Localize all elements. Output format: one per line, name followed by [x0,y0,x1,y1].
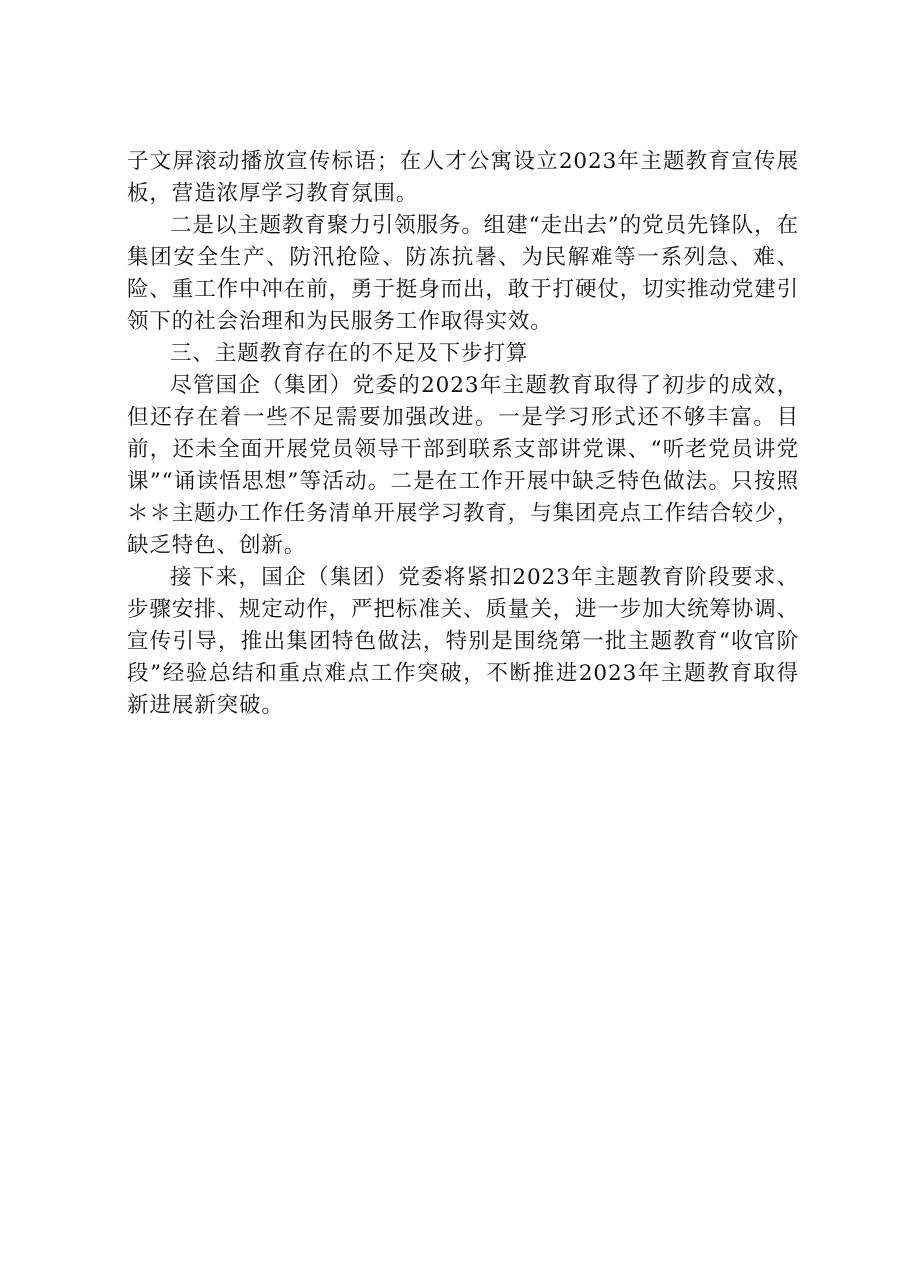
section-heading: 三、主题教育存在的不足及下步打算 [170,341,529,366]
document-body [127,146,799,722]
paragraph-next-steps: 接下来，国企（集团）党委将紧扣2023年主题教育阶段要求、步骤安排、规定动作，严把标准关、质量关，进一步加大统筹协调、宣传引导，推出集团特色做法，特别是围绕第一批主题教育“收官阶段”经验总结和重点难点工作突破，不断推进2023年主题教育取得新进展新突破。 [127,565,800,718]
paragraph-continuation: 子文屏滚动播放宣传标语；在人才公寓设立2023年主题教育宣传展板，营造浓厚学习教育氛围。 [127,149,799,206]
paragraph-service: 二是以主题教育聚力引领服务。组建“走出去”的党员先锋队，在集团安全生产、防汛抢险、防冻抗暑、为民解难等一系列急、难、险、重工作中冲在前，勇于挺身而出，敢于打硬仗，切实推动党建引领下的社会治理和为民服务工作取得实效。 [127,213,800,334]
paragraph-shortcomings: 尽管国企（集团）党委的2023年主题教育取得了初步的成效，但还存在着一些不足需要加强改进。一是学习形式还不够丰富。目前，还未全面开展党员领导干部到联系支部讲党课、“听老党员讲党课”“诵读悟思想”等活动。二是在工作开展中缺乏特色做法。只按照＊＊主题办工作任务清单开展学习教育，与集团亮点工作结合较少，缺乏特色、创新。 [127,373,800,558]
